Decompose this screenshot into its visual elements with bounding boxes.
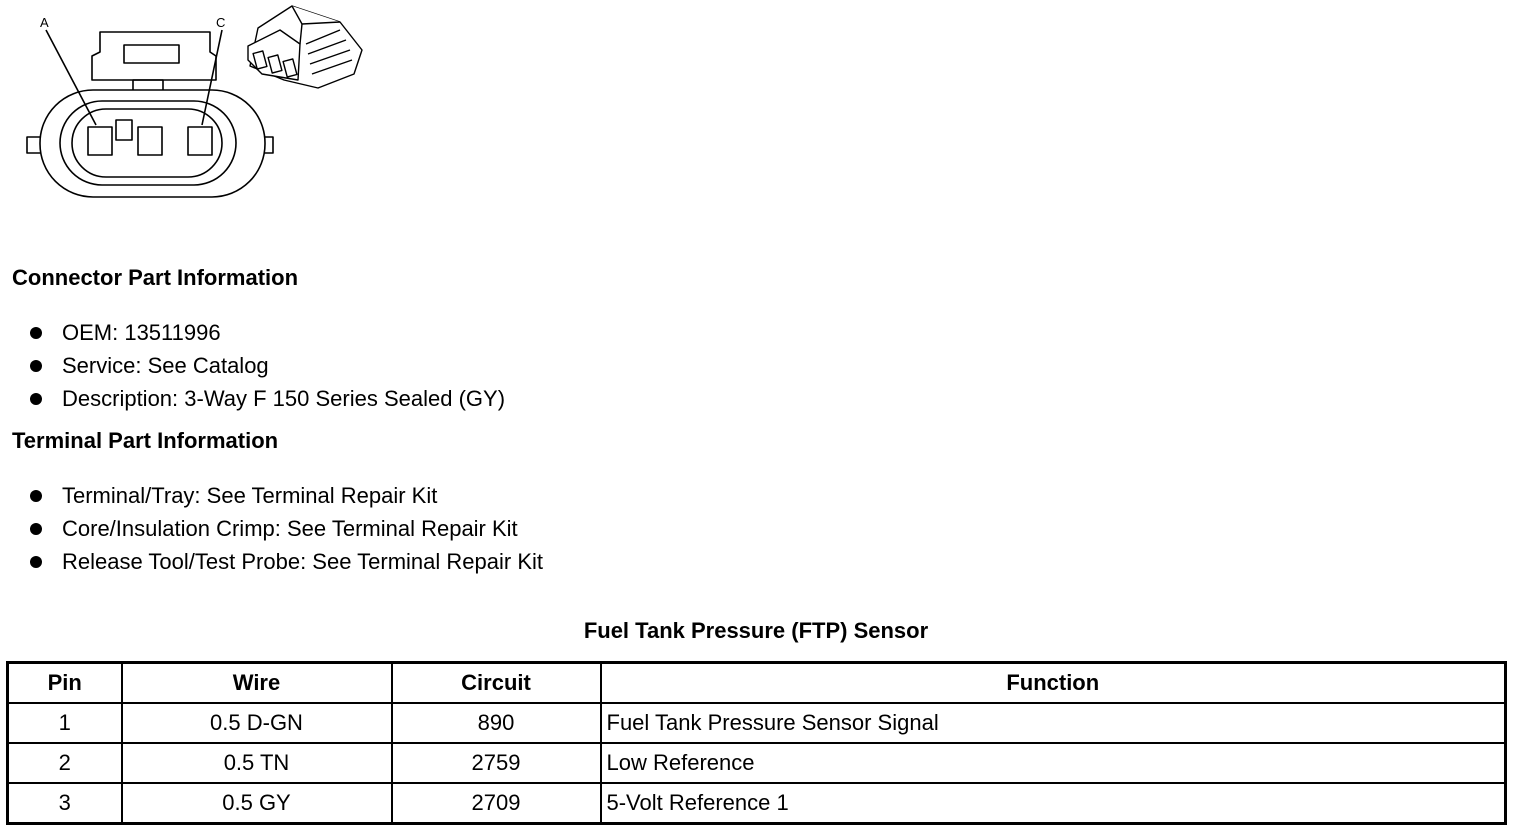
connector-diagram bbox=[0, 0, 380, 215]
header-wire: Wire bbox=[122, 663, 392, 704]
header-pin: Pin bbox=[8, 663, 122, 704]
list-item: Description: 3-Way F 150 Series Sealed (GY) bbox=[28, 382, 505, 415]
cell-circuit: 890 bbox=[392, 703, 601, 743]
list-item: Core/Insulation Crimp: See Terminal Repair Kit bbox=[28, 512, 543, 545]
cell-wire: 0.5 GY bbox=[122, 783, 392, 824]
terminal-info-heading: Terminal Part Information bbox=[12, 428, 279, 453]
list-item: Service: See Catalog bbox=[28, 349, 505, 382]
table-header-row bbox=[8, 663, 1506, 704]
cell-wire: 0.5 TN bbox=[122, 743, 392, 783]
pin-label-a: A bbox=[40, 15, 49, 30]
connector-info-heading: Connector Part Information bbox=[12, 265, 299, 290]
cell-function: Fuel Tank Pressure Sensor Signal bbox=[601, 703, 1506, 743]
cell-wire: 0.5 D-GN bbox=[122, 703, 392, 743]
table-row bbox=[8, 703, 1506, 743]
pin-label-c: C bbox=[216, 15, 226, 30]
cell-function: 5-Volt Reference 1 bbox=[601, 783, 1506, 824]
cell-pin: 3 bbox=[8, 783, 122, 824]
cell-function: Low Reference bbox=[601, 743, 1506, 783]
table-row bbox=[8, 743, 1506, 783]
list-item: Release Tool/Test Probe: See Terminal Repair Kit bbox=[28, 545, 543, 578]
header-circuit: Circuit bbox=[392, 663, 601, 704]
list-item: Terminal/Tray: See Terminal Repair Kit bbox=[28, 479, 543, 512]
pinout-table bbox=[6, 661, 1507, 825]
cell-circuit: 2709 bbox=[392, 783, 601, 824]
connector-info-list bbox=[28, 316, 505, 415]
cell-circuit: 2759 bbox=[392, 743, 601, 783]
cell-pin: 1 bbox=[8, 703, 122, 743]
table-row bbox=[8, 783, 1506, 824]
list-item: OEM: 13511996 bbox=[28, 316, 505, 349]
cell-pin: 2 bbox=[8, 743, 122, 783]
terminal-info-list bbox=[28, 479, 543, 578]
connector-3d-view bbox=[248, 6, 362, 88]
header-function: Function bbox=[601, 663, 1506, 704]
table-title: Fuel Tank Pressure (FTP) Sensor bbox=[583, 618, 929, 643]
